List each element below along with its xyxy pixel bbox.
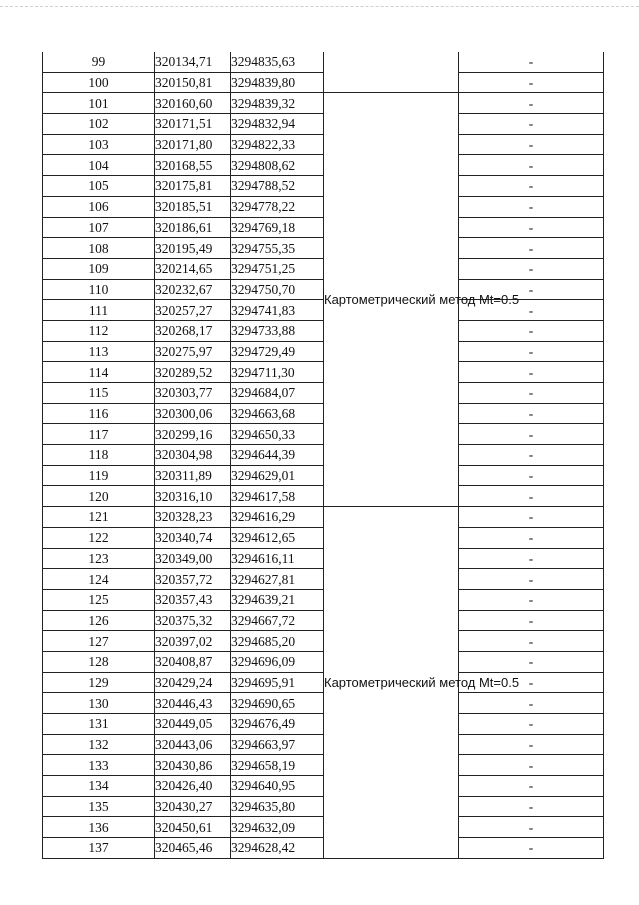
point-number-cell: 99	[43, 52, 155, 72]
y-coordinate-cell: 3294663,68	[231, 403, 324, 424]
y-coordinate-cell: 3294640,95	[231, 776, 324, 797]
y-coordinate-cell: 3294663,97	[231, 734, 324, 755]
y-coordinate-cell: 3294635,80	[231, 796, 324, 817]
table-row	[43, 155, 604, 176]
coordinates-table	[42, 52, 604, 859]
note-cell: -	[459, 258, 604, 279]
x-coordinate-cell: 320446,43	[155, 693, 231, 714]
note-cell: -	[459, 341, 604, 362]
x-coordinate-cell: 320397,02	[155, 631, 231, 652]
point-number-cell: 136	[43, 817, 155, 838]
table-row	[43, 507, 604, 528]
x-coordinate-cell: 320357,43	[155, 589, 231, 610]
point-number-cell: 120	[43, 486, 155, 507]
point-number-cell: 109	[43, 258, 155, 279]
y-coordinate-cell: 3294696,09	[231, 651, 324, 672]
y-coordinate-cell: 3294690,65	[231, 693, 324, 714]
y-coordinate-cell: 3294729,49	[231, 341, 324, 362]
note-cell: -	[459, 610, 604, 631]
note-cell: -	[459, 734, 604, 755]
x-coordinate-cell: 320375,32	[155, 610, 231, 631]
point-number-cell: 104	[43, 155, 155, 176]
x-coordinate-cell: 320340,74	[155, 527, 231, 548]
y-coordinate-cell: 3294750,70	[231, 279, 324, 300]
table-row	[43, 548, 604, 569]
point-number-cell: 126	[43, 610, 155, 631]
y-coordinate-cell: 3294639,21	[231, 589, 324, 610]
point-number-cell: 135	[43, 796, 155, 817]
x-coordinate-cell: 320186,61	[155, 217, 231, 238]
y-coordinate-cell: 3294741,83	[231, 300, 324, 321]
x-coordinate-cell: 320430,86	[155, 755, 231, 776]
x-coordinate-cell: 320195,49	[155, 238, 231, 259]
point-number-cell: 131	[43, 714, 155, 735]
x-coordinate-cell: 320465,46	[155, 838, 231, 859]
method-cell: Картометрический метод Mt=0.5	[324, 93, 459, 507]
table-row	[43, 796, 604, 817]
x-coordinate-cell: 320160,60	[155, 93, 231, 114]
y-coordinate-cell: 3294685,20	[231, 631, 324, 652]
table-row	[43, 320, 604, 341]
table-row	[43, 362, 604, 383]
point-number-cell: 128	[43, 651, 155, 672]
y-coordinate-cell: 3294751,25	[231, 258, 324, 279]
table-row	[43, 300, 604, 321]
point-number-cell: 124	[43, 569, 155, 590]
table-row	[43, 445, 604, 466]
point-number-cell: 113	[43, 341, 155, 362]
y-coordinate-cell: 3294628,42	[231, 838, 324, 859]
table-row	[43, 134, 604, 155]
note-cell: -	[459, 362, 604, 383]
point-number-cell: 110	[43, 279, 155, 300]
table-row	[43, 651, 604, 672]
y-coordinate-cell: 3294650,33	[231, 424, 324, 445]
y-coordinate-cell: 3294835,63	[231, 52, 324, 72]
x-coordinate-cell: 320150,81	[155, 72, 231, 93]
table-row	[43, 672, 604, 693]
note-cell: -	[459, 424, 604, 445]
table-row	[43, 114, 604, 135]
x-coordinate-cell: 320449,05	[155, 714, 231, 735]
y-coordinate-cell: 3294695,91	[231, 672, 324, 693]
x-coordinate-cell: 320171,80	[155, 134, 231, 155]
y-coordinate-cell: 3294632,09	[231, 817, 324, 838]
point-number-cell: 129	[43, 672, 155, 693]
table-row	[43, 589, 604, 610]
table-row	[43, 383, 604, 404]
point-number-cell: 118	[43, 445, 155, 466]
note-cell: -	[459, 796, 604, 817]
y-coordinate-cell: 3294769,18	[231, 217, 324, 238]
method-cell: Картометрический метод Mt=0.5	[324, 507, 459, 859]
y-coordinate-cell: 3294658,19	[231, 755, 324, 776]
note-cell: -	[459, 155, 604, 176]
note-cell: -	[459, 507, 604, 528]
x-coordinate-cell: 320168,55	[155, 155, 231, 176]
y-coordinate-cell: 3294755,35	[231, 238, 324, 259]
y-coordinate-cell: 3294822,33	[231, 134, 324, 155]
x-coordinate-cell: 320175,81	[155, 176, 231, 197]
note-cell: -	[459, 72, 604, 93]
point-number-cell: 122	[43, 527, 155, 548]
note-cell: -	[459, 134, 604, 155]
point-number-cell: 106	[43, 196, 155, 217]
y-coordinate-cell: 3294711,30	[231, 362, 324, 383]
x-coordinate-cell: 320304,98	[155, 445, 231, 466]
table-row	[43, 714, 604, 735]
point-number-cell: 130	[43, 693, 155, 714]
coordinates-table-body	[43, 52, 604, 858]
note-cell: -	[459, 589, 604, 610]
point-number-cell: 123	[43, 548, 155, 569]
note-cell: -	[459, 300, 604, 321]
note-cell: -	[459, 714, 604, 735]
x-coordinate-cell: 320430,27	[155, 796, 231, 817]
y-coordinate-cell: 3294629,01	[231, 465, 324, 486]
note-cell: -	[459, 217, 604, 238]
x-coordinate-cell: 320185,51	[155, 196, 231, 217]
table-row	[43, 486, 604, 507]
note-cell: -	[459, 527, 604, 548]
y-coordinate-cell: 3294627,81	[231, 569, 324, 590]
x-coordinate-cell: 320134,71	[155, 52, 231, 72]
note-cell: -	[459, 569, 604, 590]
x-coordinate-cell: 320171,51	[155, 114, 231, 135]
note-cell: -	[459, 465, 604, 486]
point-number-cell: 127	[43, 631, 155, 652]
x-coordinate-cell: 320257,27	[155, 300, 231, 321]
x-coordinate-cell: 320429,24	[155, 672, 231, 693]
table-row	[43, 72, 604, 93]
x-coordinate-cell: 320214,65	[155, 258, 231, 279]
note-cell: -	[459, 838, 604, 859]
point-number-cell: 107	[43, 217, 155, 238]
y-coordinate-cell: 3294684,07	[231, 383, 324, 404]
note-cell: -	[459, 176, 604, 197]
table-row	[43, 838, 604, 859]
point-number-cell: 112	[43, 320, 155, 341]
note-cell: -	[459, 445, 604, 466]
point-number-cell: 121	[43, 507, 155, 528]
x-coordinate-cell: 320426,40	[155, 776, 231, 797]
note-cell: -	[459, 279, 604, 300]
y-coordinate-cell: 3294839,80	[231, 72, 324, 93]
note-cell: -	[459, 693, 604, 714]
table-row	[43, 610, 604, 631]
table-row	[43, 465, 604, 486]
x-coordinate-cell: 320289,52	[155, 362, 231, 383]
point-number-cell: 132	[43, 734, 155, 755]
table-row	[43, 631, 604, 652]
table-row	[43, 817, 604, 838]
note-cell: -	[459, 776, 604, 797]
point-number-cell: 114	[43, 362, 155, 383]
x-coordinate-cell: 320316,10	[155, 486, 231, 507]
table-row	[43, 258, 604, 279]
table-row	[43, 93, 604, 114]
y-coordinate-cell: 3294667,72	[231, 610, 324, 631]
point-number-cell: 115	[43, 383, 155, 404]
table-row	[43, 755, 604, 776]
note-cell: -	[459, 52, 604, 72]
note-cell: -	[459, 755, 604, 776]
table-row	[43, 217, 604, 238]
y-coordinate-cell: 3294612,65	[231, 527, 324, 548]
note-cell: -	[459, 383, 604, 404]
point-number-cell: 105	[43, 176, 155, 197]
point-number-cell: 133	[43, 755, 155, 776]
y-coordinate-cell: 3294733,88	[231, 320, 324, 341]
table-row	[43, 569, 604, 590]
y-coordinate-cell: 3294788,52	[231, 176, 324, 197]
y-coordinate-cell: 3294616,29	[231, 507, 324, 528]
y-coordinate-cell: 3294808,62	[231, 155, 324, 176]
method-cell	[324, 52, 459, 93]
note-cell: -	[459, 486, 604, 507]
point-number-cell: 102	[43, 114, 155, 135]
table-row	[43, 176, 604, 197]
x-coordinate-cell: 320450,61	[155, 817, 231, 838]
table-row	[43, 403, 604, 424]
point-number-cell: 137	[43, 838, 155, 859]
x-coordinate-cell: 320232,67	[155, 279, 231, 300]
point-number-cell: 100	[43, 72, 155, 93]
y-coordinate-cell: 3294676,49	[231, 714, 324, 735]
table-row	[43, 341, 604, 362]
x-coordinate-cell: 320275,97	[155, 341, 231, 362]
note-cell: -	[459, 196, 604, 217]
point-number-cell: 117	[43, 424, 155, 445]
point-number-cell: 111	[43, 300, 155, 321]
note-cell: -	[459, 320, 604, 341]
note-cell: -	[459, 238, 604, 259]
table-row	[43, 776, 604, 797]
x-coordinate-cell: 320299,16	[155, 424, 231, 445]
note-cell: -	[459, 651, 604, 672]
point-number-cell: 134	[43, 776, 155, 797]
point-number-cell: 119	[43, 465, 155, 486]
x-coordinate-cell: 320303,77	[155, 383, 231, 404]
y-coordinate-cell: 3294778,22	[231, 196, 324, 217]
y-coordinate-cell: 3294617,58	[231, 486, 324, 507]
table-row	[43, 693, 604, 714]
y-coordinate-cell: 3294839,32	[231, 93, 324, 114]
point-number-cell: 116	[43, 403, 155, 424]
y-coordinate-cell: 3294832,94	[231, 114, 324, 135]
note-cell: -	[459, 672, 604, 693]
top-page-rule	[0, 6, 639, 7]
x-coordinate-cell: 320443,06	[155, 734, 231, 755]
table-row	[43, 527, 604, 548]
x-coordinate-cell: 320300,06	[155, 403, 231, 424]
table-row	[43, 279, 604, 300]
note-cell: -	[459, 548, 604, 569]
table-row	[43, 734, 604, 755]
x-coordinate-cell: 320408,87	[155, 651, 231, 672]
point-number-cell: 108	[43, 238, 155, 259]
note-cell: -	[459, 631, 604, 652]
note-cell: -	[459, 114, 604, 135]
x-coordinate-cell: 320357,72	[155, 569, 231, 590]
note-cell: -	[459, 93, 604, 114]
table-row	[43, 238, 604, 259]
x-coordinate-cell: 320349,00	[155, 548, 231, 569]
x-coordinate-cell: 320268,17	[155, 320, 231, 341]
table-row	[43, 196, 604, 217]
note-cell: -	[459, 817, 604, 838]
table-row	[43, 424, 604, 445]
point-number-cell: 103	[43, 134, 155, 155]
y-coordinate-cell: 3294616,11	[231, 548, 324, 569]
point-number-cell: 101	[43, 93, 155, 114]
point-number-cell: 125	[43, 589, 155, 610]
note-cell: -	[459, 403, 604, 424]
x-coordinate-cell: 320328,23	[155, 507, 231, 528]
y-coordinate-cell: 3294644,39	[231, 445, 324, 466]
table-row	[43, 52, 604, 72]
x-coordinate-cell: 320311,89	[155, 465, 231, 486]
